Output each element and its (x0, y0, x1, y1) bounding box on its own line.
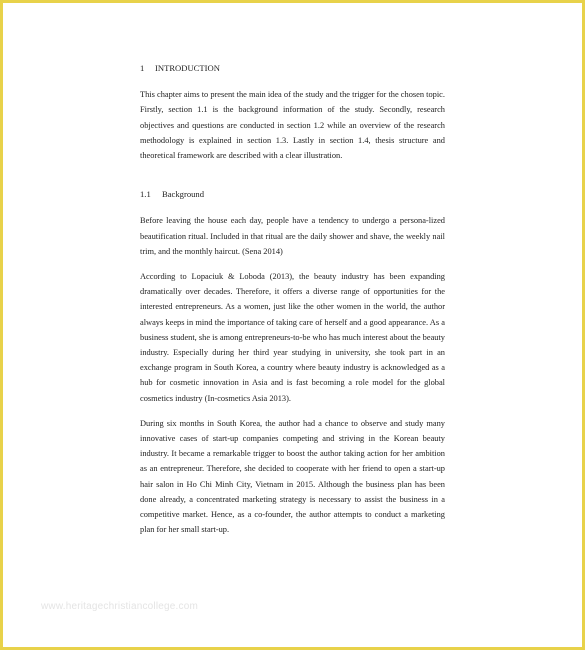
document-page (140, 61, 445, 547)
body-paragraph-1: Before leaving the house each day, people have a tendency to undergo a persona-lized beautification ritual. Included in that ritual are the daily shower and shave, the weekly nail trim, and the monthly haircut. (Sena 2014) (140, 216, 445, 256)
section-heading (140, 187, 445, 202)
chapter-heading (140, 61, 445, 76)
watermark-text: www.heritagechristiancollege.com (41, 601, 199, 612)
body-paragraph-3: During six months in South Korea, the author had a chance to observe and study many innovative cases of start-up companies competing and striving in the Korean beauty industry. It became a remarkable trigger to boost the author taking action for her ambition as an entrepreneur. Therefore, she decided to cooperate with her friend to open a start-up hair salon in Ho Chi Minh City, Vietnam in 2015. Although the business plan has been done already, a concentrated marketing strategy is necessary to assist the business in a competitive market. Hence, as a co-founder, the author attempts to conduct a marketing plan for her small start-up. (140, 418, 445, 535)
section-number: 1.1 (140, 189, 151, 200)
chapter-intro-paragraph: This chapter aims to present the main idea of the study and the trigger for the chosen topic. Firstly, section 1.1 is the background information of the study. Secondly, research objectives and questions are conducted in section 1.2 while an overview of the research methodology is explained in section 1.3. Lastly in section 1.4, thesis structure and theoretical framework are described with a clear illustration. (140, 90, 445, 161)
body-paragraph-2: According to Lopaciuk & Loboda (2013), the beauty industry has been expanding dramatically over decades. Therefore, it offers a diverse range of opportunities for the interested entrepreneurs. As a women, just like the other women in the world, the author always keeps in mind the importance of taking care of herself and a good appearance. As a business student, she is among entrepreneurs-to-be who has much interest about the beauty industry. Especially during her third year studying in university, she took part in an exchange program in South Korea, a country where beauty industry is acknowledged as a hub for cosmetic innovation in Asia and is fast becoming a role model for the global cosmetics industry (In-cosmetics Asia 2013). (140, 272, 445, 403)
chapter-number: 1 (140, 63, 145, 73)
section-title: Background (162, 189, 205, 200)
chapter-title: INTRODUCTION (155, 63, 220, 73)
